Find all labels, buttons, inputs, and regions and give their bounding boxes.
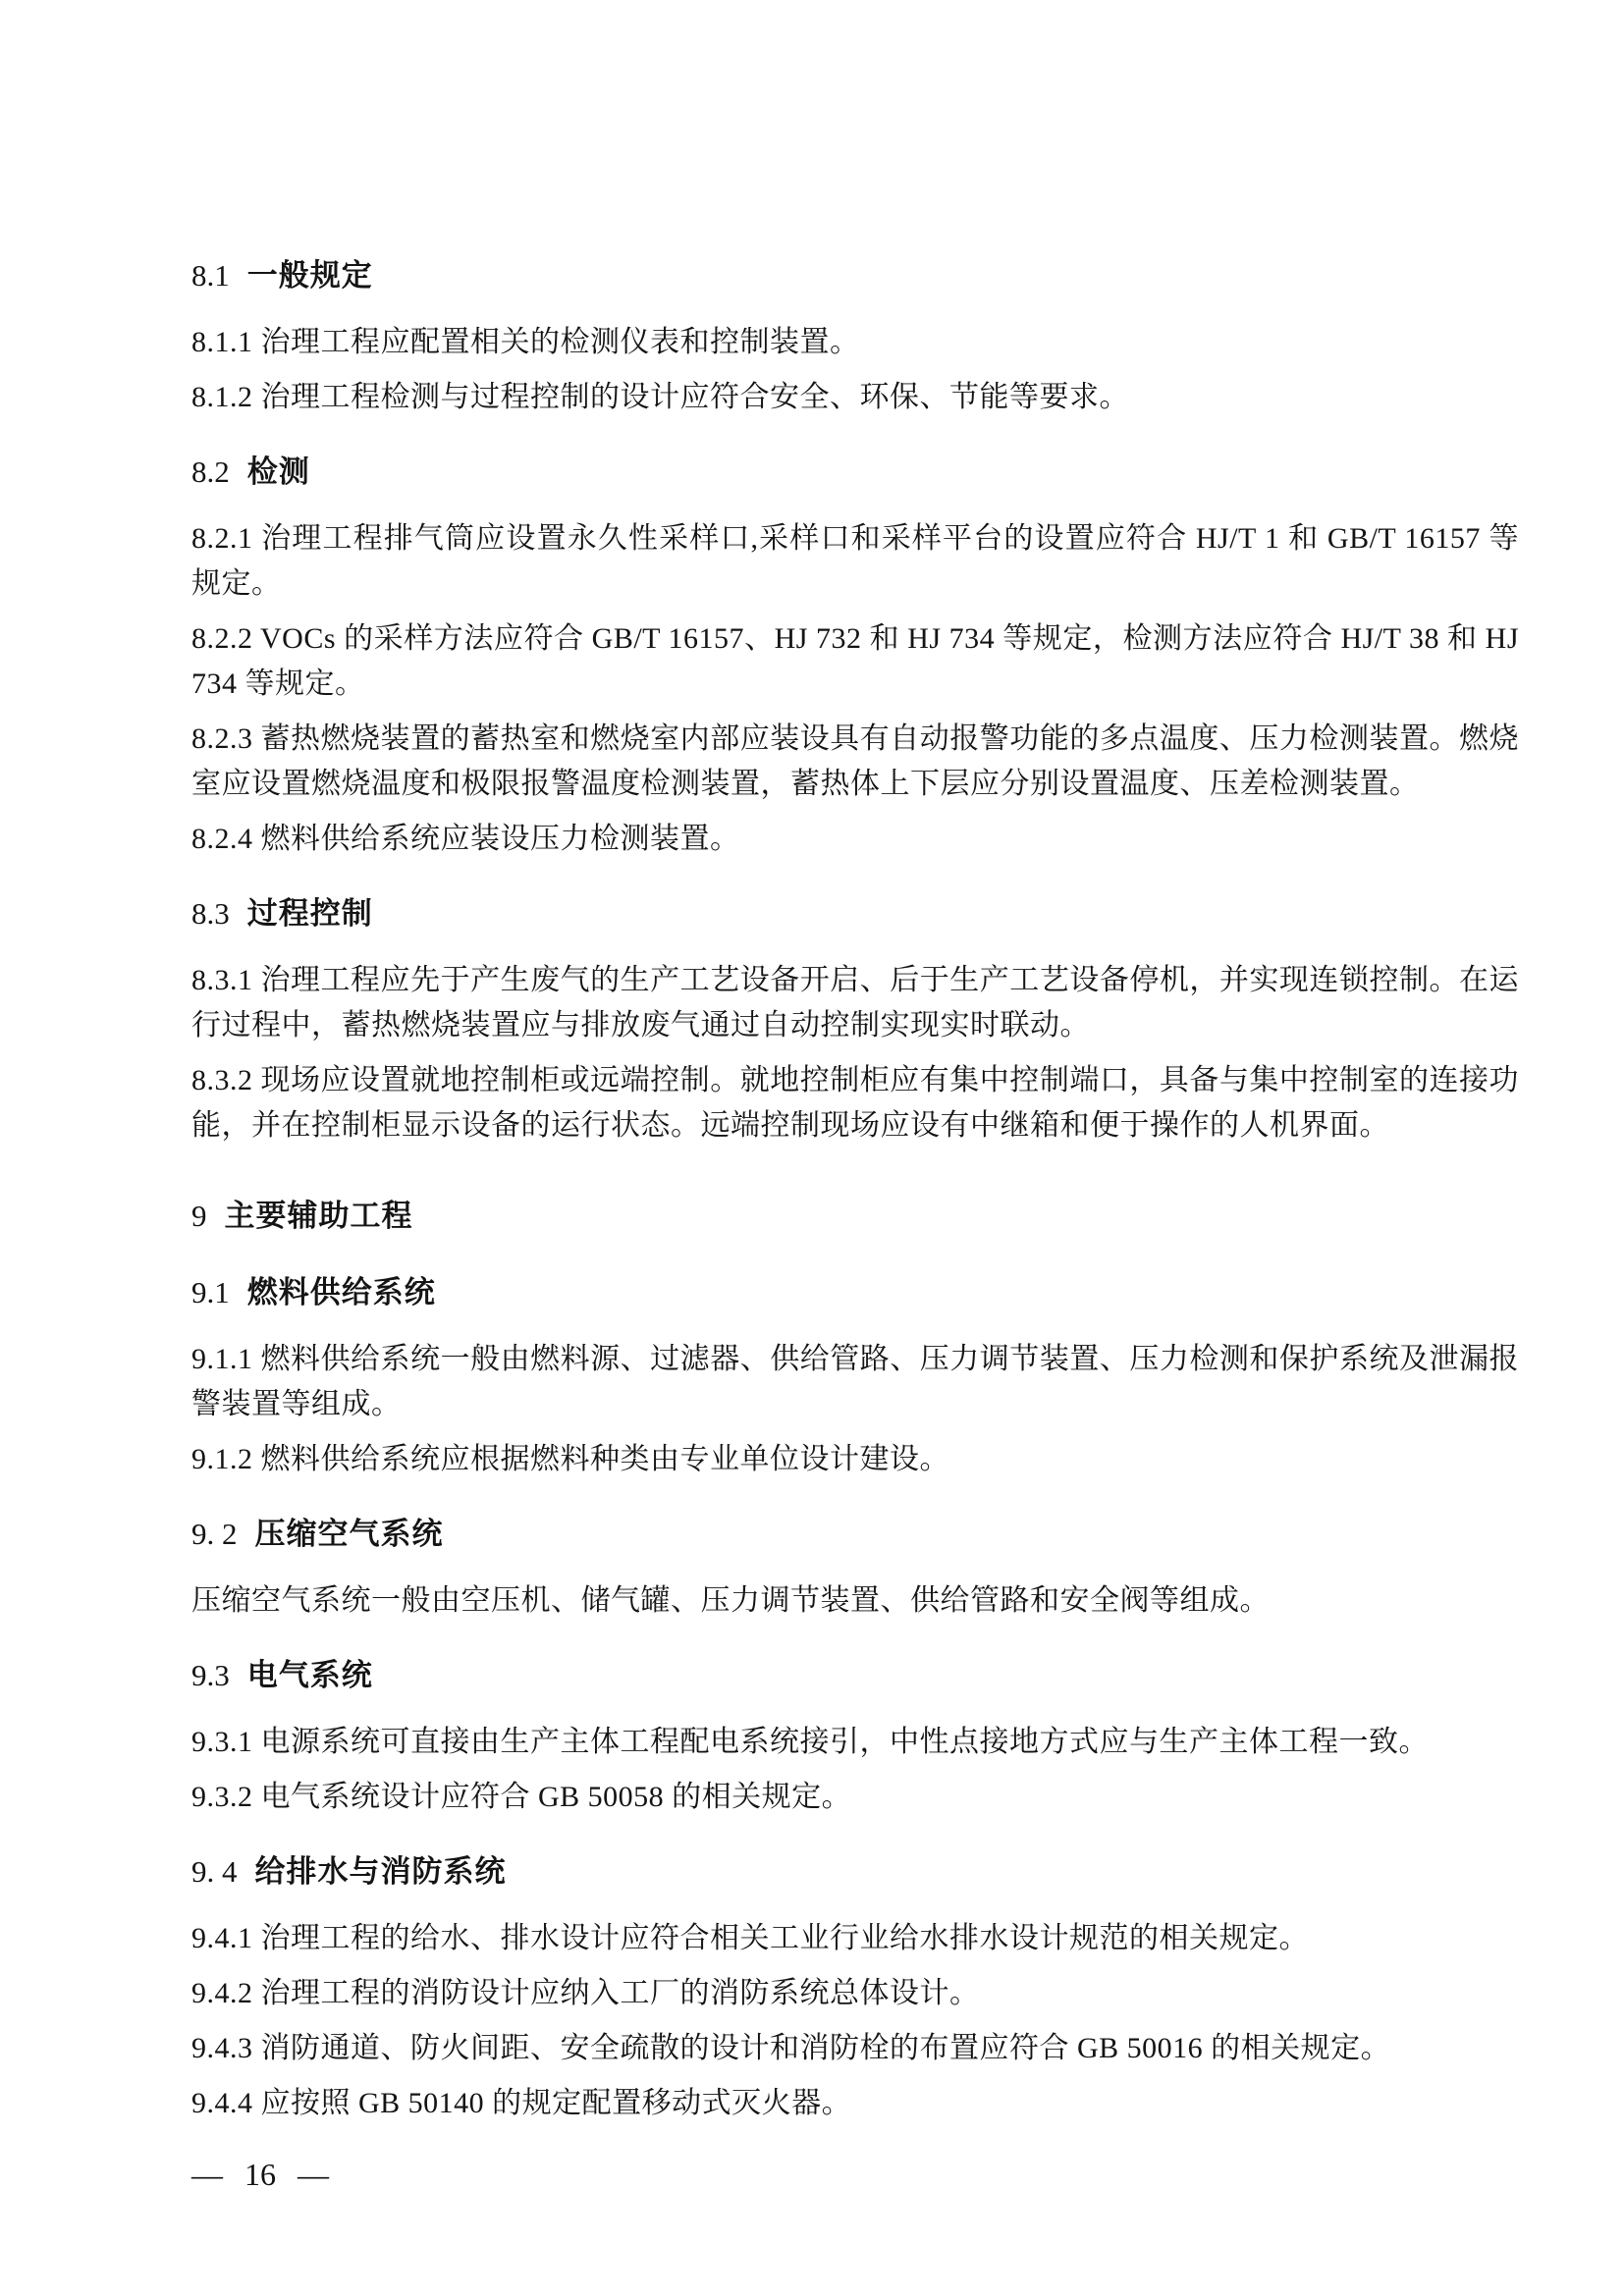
heading-title: 过程控制 [246, 896, 373, 931]
heading-title: 燃料供给系统 [246, 1275, 436, 1309]
heading-8-3 [191, 891, 1519, 936]
paragraph-9-3-1: 9.3.1 电源系统可直接由生产主体工程配电系统接引，中性点接地方式应与生产主体工程一致。 [191, 1726, 1429, 1758]
heading-9-3 [191, 1653, 1519, 1698]
paragraph-9-4-3: 9.4.3 消防通道、防火间距、安全疏散的设计和消防栓的布置应符合 GB 50016 的相关规定。 [191, 2032, 1391, 2064]
heading-number: 8.3 [191, 896, 230, 931]
paragraph-9-3-2: 9.3.2 电气系统设计应符合 GB 50058 的相关规定。 [191, 1781, 852, 1813]
heading-title: 一般规定 [246, 258, 373, 293]
paragraph-8-2-4: 8.2.4 燃料供给系统应装设压力检测装置。 [191, 823, 740, 855]
paragraph-9-2-body: 压缩空气系统一般由空压机、储气罐、压力调节装置、供给管路和安全阀等组成。 [191, 1584, 1270, 1617]
paragraph-8-2-2: 8.2.2 VOCs 的采样方法应符合 GB/T 16157、HJ 732 和 HJ 734 等规定，检测方法应符合 HJ/T 38 和 HJ 734 等规定。 [191, 622, 1519, 700]
heading-number: 8.1 [191, 258, 230, 293]
heading-9-4 [191, 1849, 1519, 1895]
page-number: — 16 — [191, 2157, 329, 2192]
heading-title: 压缩空气系统 [254, 1517, 444, 1551]
document-content [191, 224, 1519, 2136]
paragraph-9-1-2: 9.1.2 燃料供给系统应根据燃料种类由专业单位设计建设。 [191, 1443, 949, 1475]
heading-number: 8.2 [191, 454, 230, 489]
heading-8-1 [191, 253, 1519, 298]
paragraph-8-2-3: 8.2.3 蓄热燃烧装置的蓄热室和燃烧室内部应装设具有自动报警功能的多点温度、压力检测装置。燃烧室应设置燃烧温度和极限报警温度检测装置，蓄热体上下层应分别设置温度、压差检测装置。 [191, 722, 1519, 800]
paragraph-9-4-4: 9.4.4 应按照 GB 50140 的规定配置移动式灭火器。 [191, 2087, 852, 2119]
heading-9 [191, 1194, 1519, 1239]
heading-number: 9 [191, 1199, 207, 1233]
heading-title: 给排水与消防系统 [254, 1854, 507, 1889]
paragraph-8-1-2: 8.1.2 治理工程检测与过程控制的设计应符合安全、环保、节能等要求。 [191, 381, 1129, 413]
heading-9-1 [191, 1270, 1519, 1315]
paragraph-8-3-1: 8.3.1 治理工程应先于产生废气的生产工艺设备开启、后于生产工艺设备停机，并实现连锁控制。在运行过程中，蓄热燃烧装置应与排放废气通过自动控制实现实时联动。 [191, 964, 1519, 1041]
heading-number: 9.3 [191, 1658, 230, 1692]
paragraph-9-1-1: 9.1.1 燃料供给系统一般由燃料源、过滤器、供给管路、压力调节装置、压力检测和保护系统及泄漏报警装置等组成。 [191, 1343, 1519, 1420]
paragraph-9-4-2: 9.4.2 治理工程的消防设计应纳入工厂的消防系统总体设计。 [191, 1977, 980, 2009]
paragraph-9-4-1: 9.4.1 治理工程的给水、排水设计应符合相关工业行业给水排水设计规范的相关规定。 [191, 1922, 1309, 1954]
heading-number: 9.1 [191, 1275, 230, 1309]
heading-9-2 [191, 1512, 1519, 1557]
heading-8-2 [191, 450, 1519, 495]
heading-title: 电气系统 [246, 1658, 373, 1692]
paragraph-8-1-1: 8.1.1 治理工程应配置相关的检测仪表和控制装置。 [191, 326, 860, 358]
paragraph-8-2-1: 8.2.1 治理工程排气筒应设置永久性采样口,采样口和采样平台的设置应符合 HJ/T 1 和 GB/T 16157 等规定。 [191, 522, 1520, 600]
heading-title: 主要辅助工程 [224, 1199, 413, 1233]
heading-title: 检测 [246, 454, 310, 489]
heading-number: 9. 4 [191, 1854, 238, 1889]
heading-number: 9. 2 [191, 1517, 238, 1551]
paragraph-8-3-2: 8.3.2 现场应设置就地控制柜或远端控制。就地控制柜应有集中控制端口，具备与集中控制室的连接功能，并在控制柜显示设备的运行状态。远端控制现场应设有中继箱和便于操作的人机界面。 [191, 1064, 1519, 1142]
